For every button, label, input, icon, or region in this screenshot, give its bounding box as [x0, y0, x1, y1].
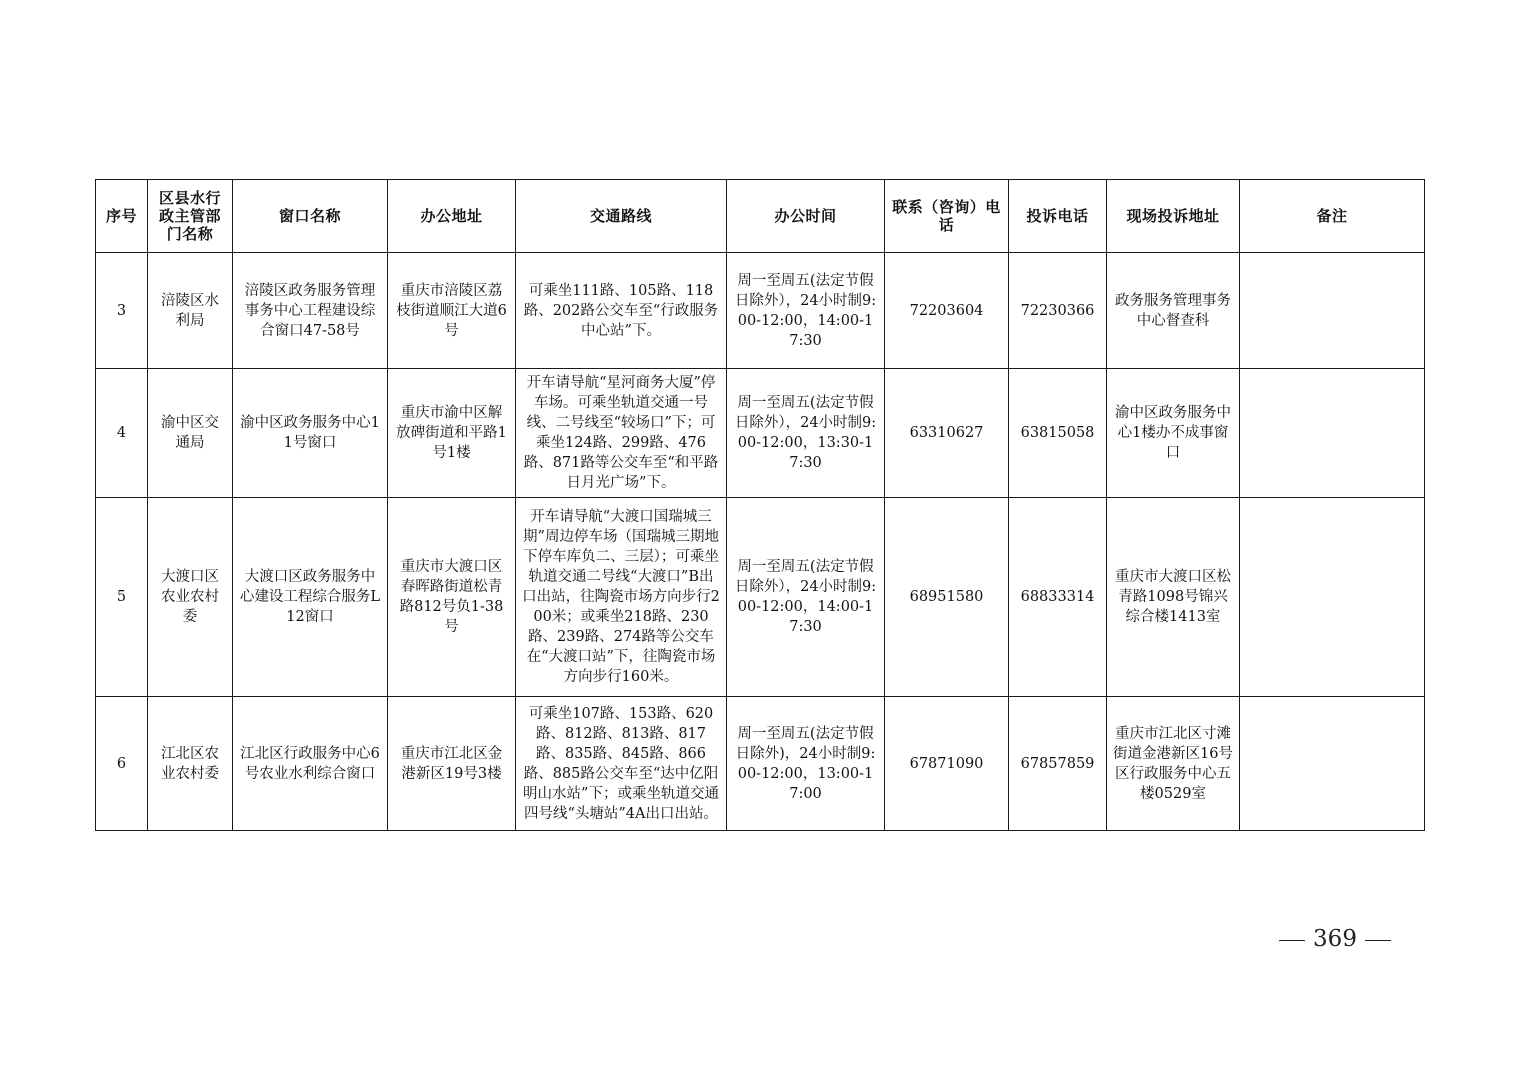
cell-complaint-address: 重庆市江北区寸滩街道金港新区16号区行政服务中心五楼0529室 — [1107, 697, 1240, 831]
cell-dept: 涪陵区水利局 — [148, 253, 233, 369]
cell-complaint-phone: 67857859 — [1009, 697, 1107, 831]
cell-remark — [1240, 498, 1425, 697]
header-window: 窗口名称 — [233, 180, 388, 253]
cell-address: 重庆市涪陵区荔枝街道顺江大道6号 — [388, 253, 516, 369]
dash-right — [1365, 940, 1391, 941]
cell-dept: 渝中区交通局 — [148, 369, 233, 498]
cell-address: 重庆市渝中区解放碑街道和平路1号1楼 — [388, 369, 516, 498]
cell-remark — [1240, 697, 1425, 831]
cell-dept: 大渡口区农业农村委 — [148, 498, 233, 697]
cell-hours: 周一至周五(法定节假日除外），24小时制9:00-12:00，14:00-17:30 — [727, 498, 885, 697]
cell-complaint-address: 渝中区政务服务中心1楼办不成事窗口 — [1107, 369, 1240, 498]
cell-complaint-address: 政务服务管理事务中心督查科 — [1107, 253, 1240, 369]
cell-complaint-phone: 68833314 — [1009, 498, 1107, 697]
cell-complaint-phone: 72230366 — [1009, 253, 1107, 369]
cell-hours: 周一至周五(法定节假日除外)，24小时制9:00-12:00，13:00-17:00 — [727, 697, 885, 831]
header-dept: 区县水行政主管部门名称 — [148, 180, 233, 253]
cell-seq: 4 — [96, 369, 148, 498]
cell-window: 渝中区政务服务中心11号窗口 — [233, 369, 388, 498]
cell-route: 可乘坐107路、153路、620路、812路、813路、817路、835路、845路、866路、885路公交车至“达中亿阳明山水站”下；或乘坐轨道交通四号线“头塘站”4A出口出站。 — [516, 697, 727, 831]
cell-window: 大渡口区政务服务中心建设工程综合服务L12窗口 — [233, 498, 388, 697]
page-number — [1270, 925, 1400, 953]
cell-hours: 周一至周五(法定节假日除外），24小时制9:00-12:00，13:30-17:30 — [727, 369, 885, 498]
cell-window: 江北区行政服务中心6号农业水利综合窗口 — [233, 697, 388, 831]
cell-address: 重庆市江北区金港新区19号3楼 — [388, 697, 516, 831]
header-address: 办公地址 — [388, 180, 516, 253]
cell-phone: 72203604 — [885, 253, 1009, 369]
table-row — [96, 498, 1425, 697]
cell-phone: 63310627 — [885, 369, 1009, 498]
cell-seq: 5 — [96, 498, 148, 697]
table-row — [96, 697, 1425, 831]
dash-left — [1279, 940, 1305, 941]
cell-window: 涪陵区政务服务管理事务中心工程建设综合窗口47-58号 — [233, 253, 388, 369]
cell-complaint-address: 重庆市大渡口区松青路1098号锦兴综合楼1413室 — [1107, 498, 1240, 697]
header-seq: 序号 — [96, 180, 148, 253]
cell-route: 开车请导航“星河商务大厦”停车场。可乘坐轨道交通一号线、二号线至“较场口”下；可乘坐124路、299路、476路、871路等公交车至“和平路日月光广场”下。 — [516, 369, 727, 498]
header-hours: 办公时间 — [727, 180, 885, 253]
cell-hours: 周一至周五(法定节假日除外），24小时制9:00-12:00，14:00-17:30 — [727, 253, 885, 369]
cell-seq: 6 — [96, 697, 148, 831]
cell-route: 开车请导航“大渡口国瑞城三期”周边停车场（国瑞城三期地下停车库负二、三层）；可乘坐轨道交通二号线“大渡口”B出口出站，往陶瓷市场方向步行200米；或乘坐218路、230路、239路、274路等公交车在“大渡口站”下，往陶瓷市场方向步行160米。 — [516, 498, 727, 697]
header-phone: 联系（咨询）电话 — [885, 180, 1009, 253]
cell-complaint-phone: 63815058 — [1009, 369, 1107, 498]
cell-dept: 江北区农业农村委 — [148, 697, 233, 831]
table-row — [96, 253, 1425, 369]
header-remark: 备注 — [1240, 180, 1425, 253]
header-row — [96, 180, 1425, 253]
cell-remark — [1240, 253, 1425, 369]
cell-phone: 68951580 — [885, 498, 1009, 697]
table-row — [96, 369, 1425, 498]
page-number-value: 369 — [1313, 926, 1357, 952]
header-complaint-address: 现场投诉地址 — [1107, 180, 1240, 253]
cell-seq: 3 — [96, 253, 148, 369]
cell-address: 重庆市大渡口区春晖路街道松青路812号负1-38号 — [388, 498, 516, 697]
cell-remark — [1240, 369, 1425, 498]
header-route: 交通路线 — [516, 180, 727, 253]
header-complaint-phone: 投诉电话 — [1009, 180, 1107, 253]
service-window-table — [95, 179, 1425, 831]
cell-phone: 67871090 — [885, 697, 1009, 831]
cell-route: 可乘坐111路、105路、118路、202路公交车至“行政服务中心站”下。 — [516, 253, 727, 369]
